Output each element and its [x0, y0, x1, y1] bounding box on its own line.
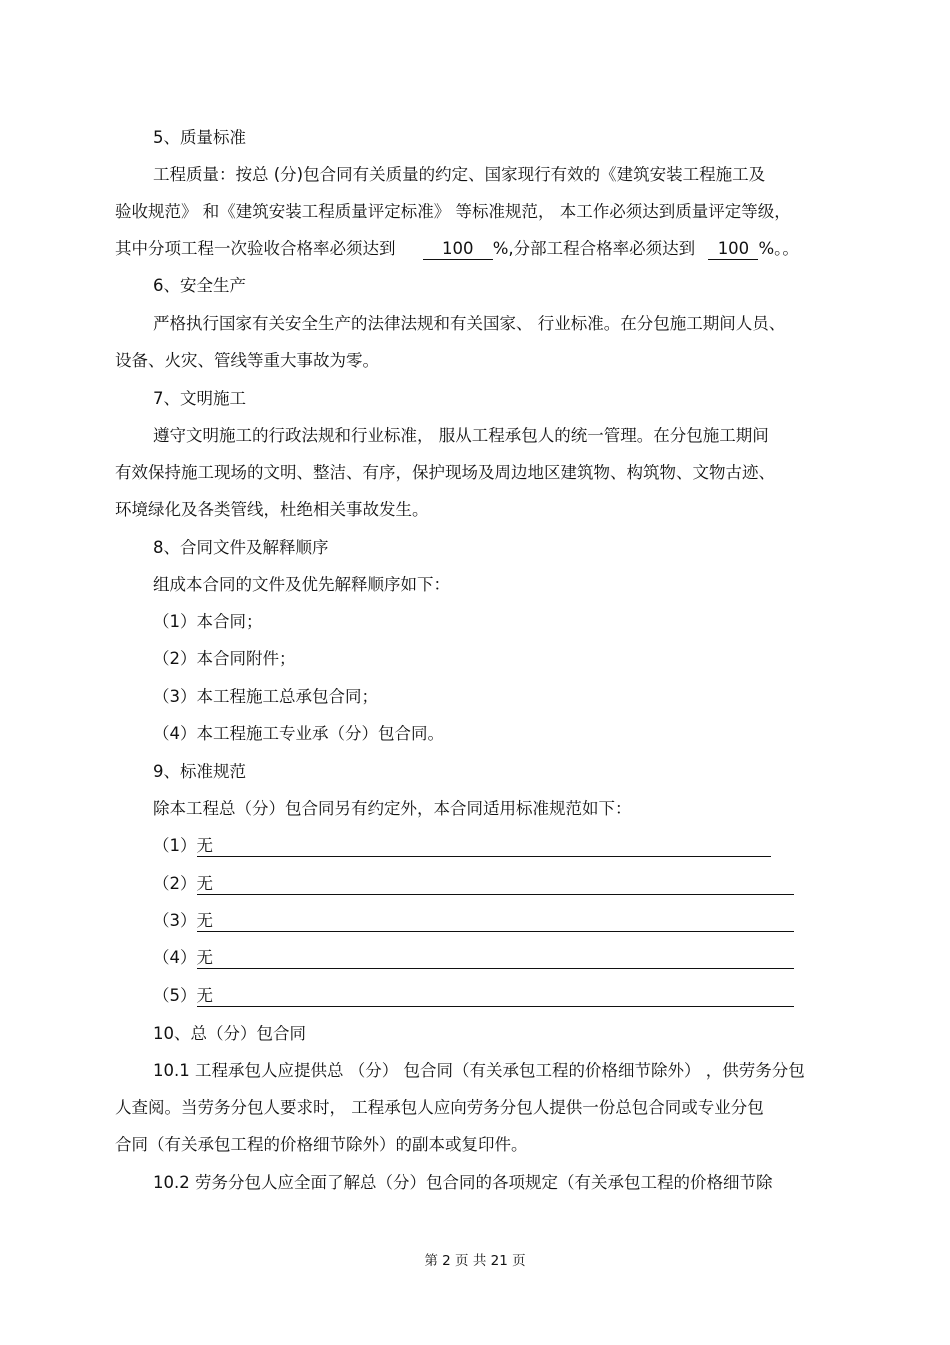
section-5-line-3-pre: 其中分项工程一次验收合格率必须达到	[115, 239, 396, 258]
standard-item	[153, 947, 794, 969]
section-5-heading: 5、质量标准	[153, 128, 246, 147]
section-8-item: （3）本工程施工总承包合同；	[153, 687, 378, 706]
standard-item	[153, 910, 794, 932]
section-8-item: （1）本合同；	[153, 612, 263, 631]
standard-item-value: 无	[197, 948, 794, 969]
section-8-item: （2）本合同附件；	[153, 649, 296, 668]
section-9-heading: 9、标准规范	[153, 762, 246, 781]
standard-item-value: 无	[197, 836, 771, 857]
section-8-intro: 组成本合同的文件及优先解释顺序如下：	[153, 575, 450, 594]
standard-item-value: 无	[197, 986, 794, 1007]
standard-item-number: （3）	[153, 911, 197, 930]
section-6-line-2: 设备、火灾、管线等重大事故为零。	[115, 351, 379, 370]
section-7-line-1: 遵守文明施工的行政法规和行业标准， 服从工程承包人的统一管理。在分包施工期间	[153, 426, 769, 445]
standard-item	[153, 873, 794, 895]
standard-item-value: 无	[197, 874, 794, 895]
standard-item-number: （4）	[153, 948, 197, 967]
section-6-heading: 6、安全生产	[153, 276, 246, 295]
standard-item	[153, 985, 794, 1007]
page-number: 第 2 页 共 21 页	[424, 1253, 526, 1269]
section-7-heading: 7、文明施工	[153, 389, 246, 408]
section-7-line-2: 有效保持施工现场的文明、整洁、有序，保护现场及周边地区建筑物、构筑物、文物古迹、	[115, 463, 775, 482]
pass-rate-subitem: 100	[423, 239, 493, 260]
section-8-item: （4）本工程施工专业承（分）包合同。	[153, 724, 444, 743]
pass-rate-division: 100	[708, 239, 758, 260]
section-5-line-3-end: %。。	[758, 239, 799, 258]
section-5-line-1: 工程质量：按总 (分)包合同有关质量的约定、国家现行有效的《建筑安装工程施工及	[153, 165, 766, 184]
standard-item-number: （5）	[153, 986, 197, 1005]
section-10-1-line-2: 人查阅。当劳务分包人要求时， 工程承包人应向劳务分包人提供一份总包合同或专业分包	[115, 1098, 764, 1117]
section-10-heading: 10、总（分）包合同	[153, 1024, 306, 1043]
standard-item	[153, 835, 771, 857]
standard-item-number: （2）	[153, 874, 197, 893]
section-5-line-3	[115, 238, 799, 260]
section-7-line-3: 环境绿化及各类管线，杜绝相关事故发生。	[115, 500, 429, 519]
section-5-line-3-mid: %,分部工程合格率必须达到	[492, 239, 696, 258]
standard-item-number: （1）	[153, 836, 197, 855]
section-6-line-1: 严格执行国家有关安全生产的法律法规和有关国家、 行业标准。在分包施工期间人员、	[153, 314, 786, 333]
section-10-1-line-1: 10.1 工程承包人应提供总 （分） 包合同（有关承包工程的价格细节除外） ，供劳务分包	[153, 1061, 805, 1080]
section-8-heading: 8、合同文件及解释顺序	[153, 538, 329, 557]
section-5-line-2: 验收规范》 和《建筑安装工程质量评定标准》 等标准规范， 本工作必须达到质量评定等级，	[115, 202, 791, 221]
section-10-2-line-1: 10.2 劳务分包人应全面了解总（分）包合同的各项规定（有关承包工程的价格细节除	[153, 1173, 773, 1192]
standard-item-value: 无	[197, 911, 794, 932]
section-10-1-line-3: 合同（有关承包工程的价格细节除外）的副本或复印件。	[115, 1135, 528, 1154]
section-9-intro: 除本工程总（分）包合同另有约定外，本合同适用标准规范如下：	[153, 799, 632, 818]
